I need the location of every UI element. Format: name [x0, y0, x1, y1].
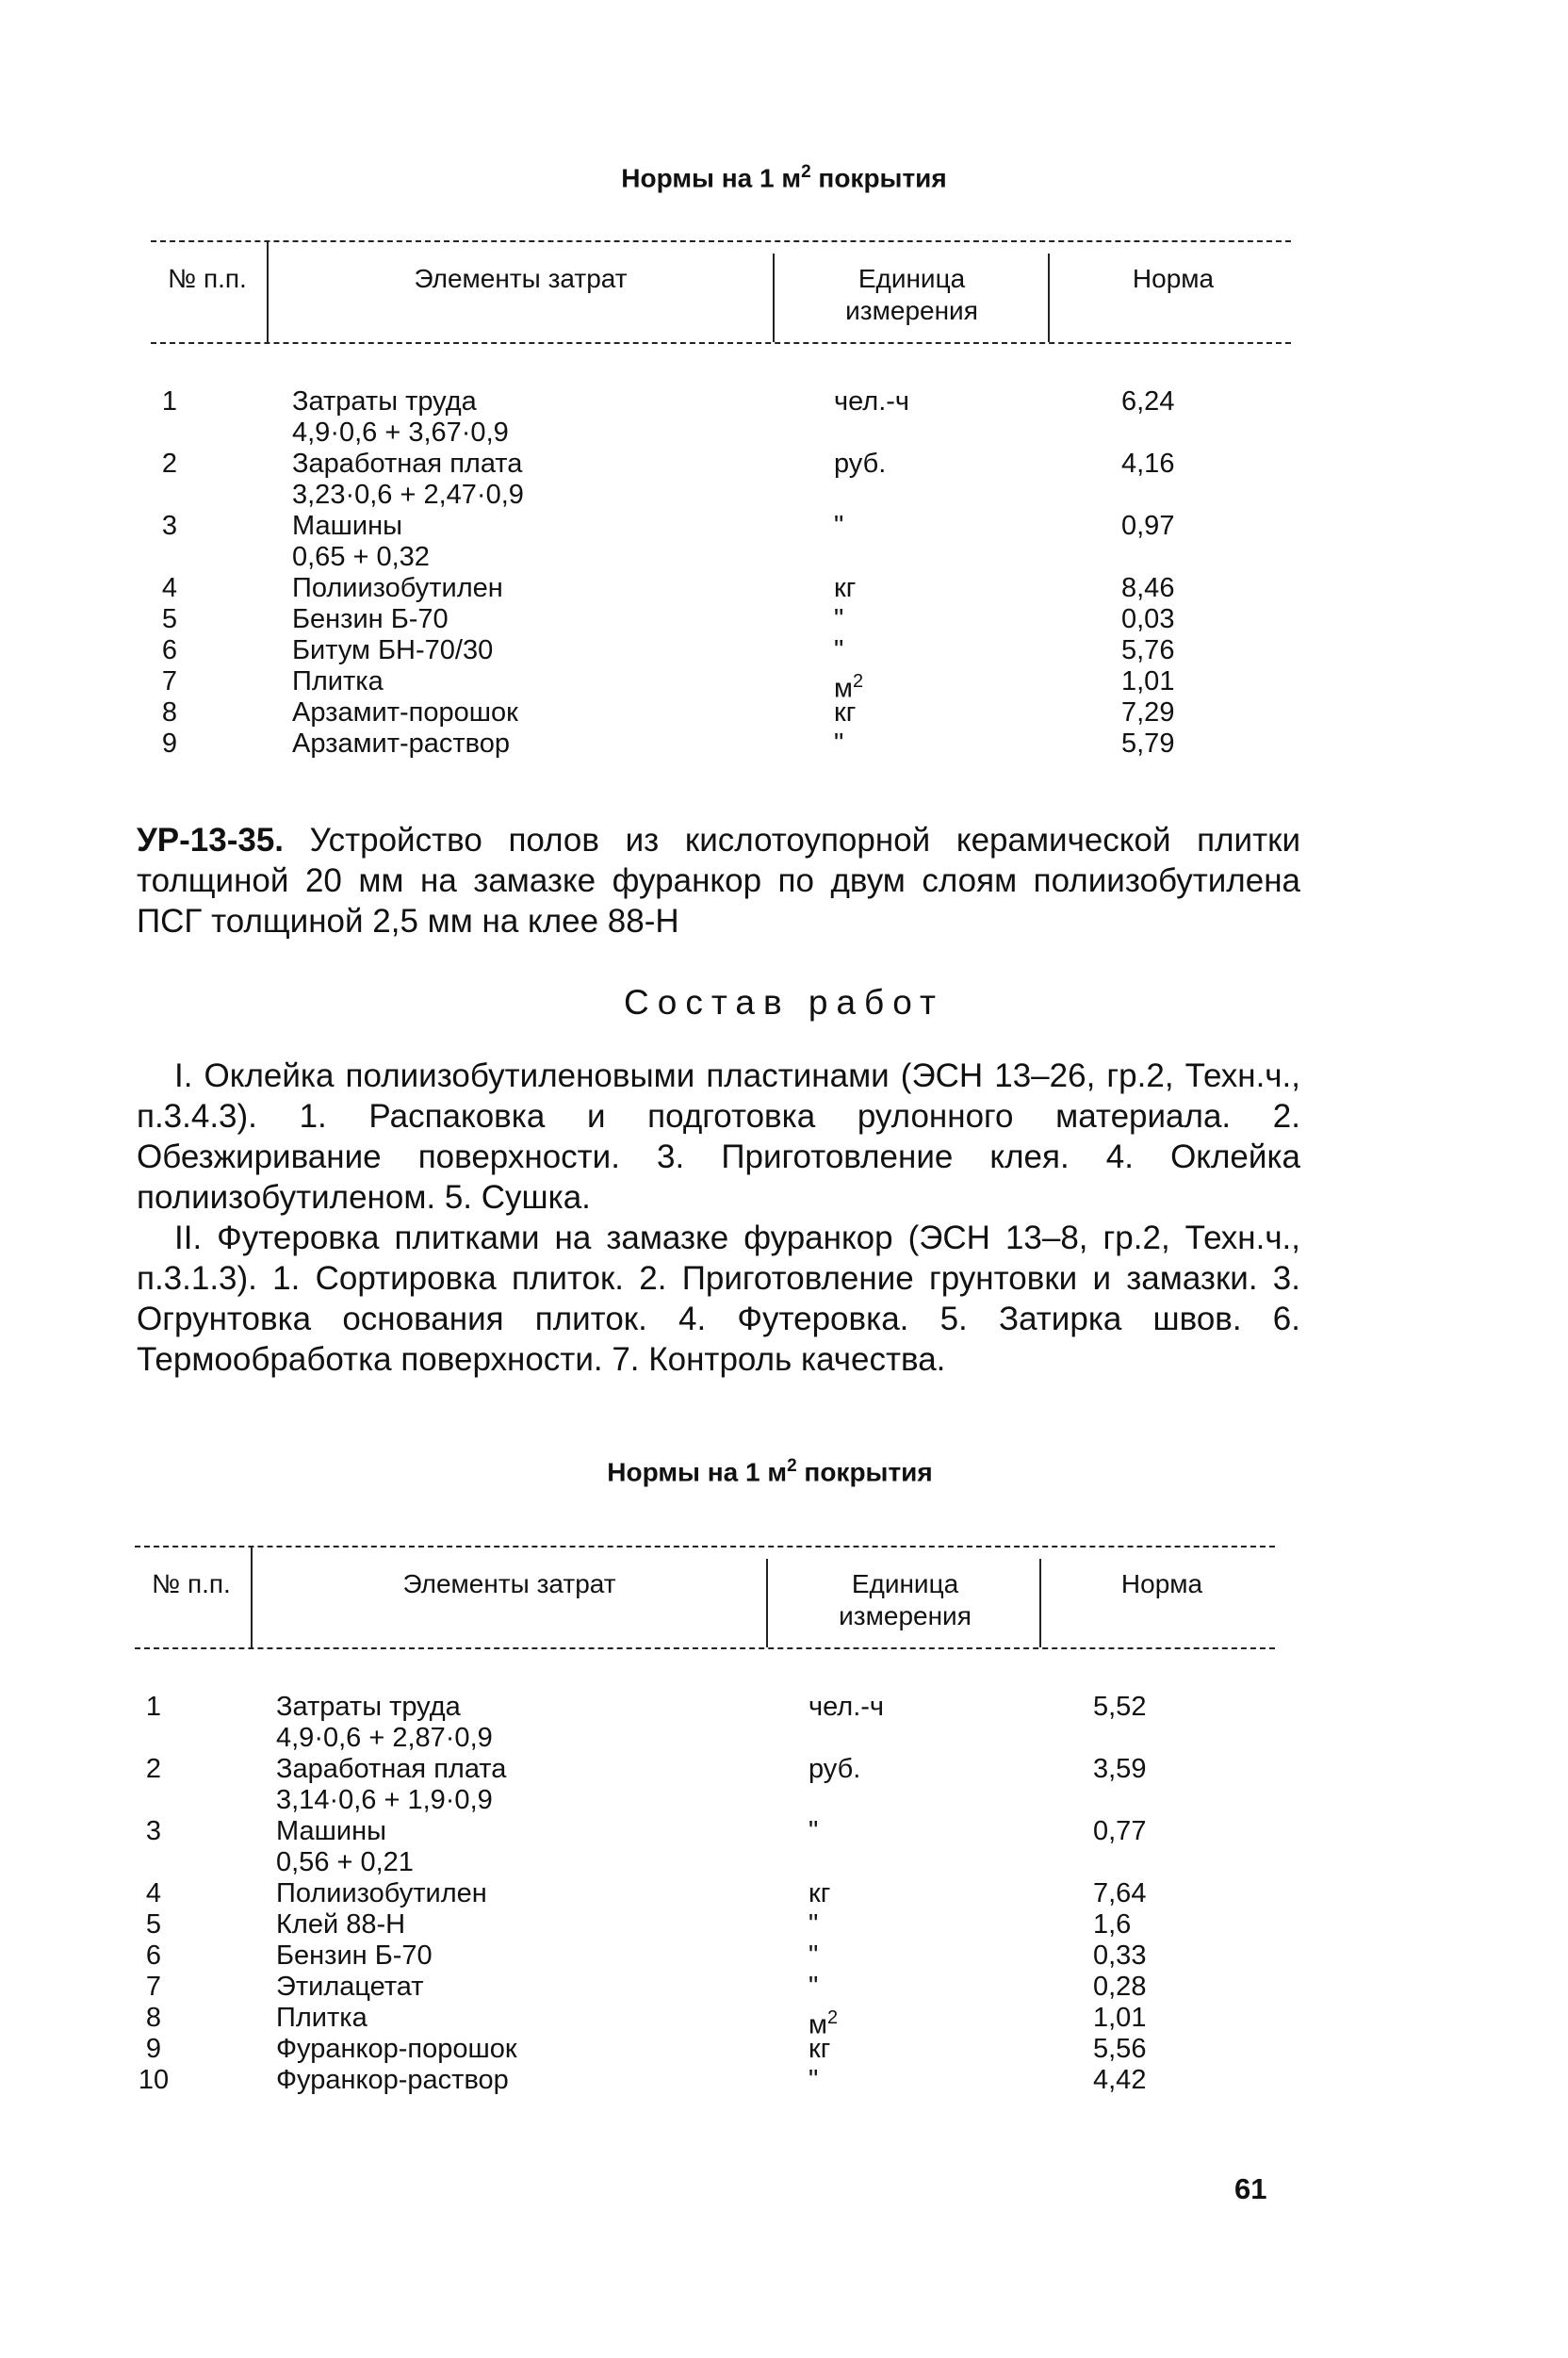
cost-element-name: Этилацетат: [276, 1972, 424, 2002]
cost-element-name: Затраты труда: [292, 386, 477, 417]
cost-element: [276, 1692, 493, 1754]
row-number: 2: [145, 1754, 162, 1784]
column-divider: [766, 1559, 768, 1647]
unit-of-measure: [808, 1692, 884, 1723]
unit-superscript: 2: [826, 2007, 839, 2028]
column-divider: [773, 254, 775, 342]
unit-text: кг: [808, 2034, 831, 2064]
unit-text: ": [808, 1909, 819, 1940]
unit-of-measure: [808, 2065, 818, 2096]
cost-element-name: Полиизобутилен: [276, 1878, 487, 1908]
unit-of-measure: [834, 511, 843, 542]
unit-text: м: [834, 673, 853, 704]
unit-of-measure: [834, 635, 843, 666]
cost-element-name: Клей 88-Н: [276, 1909, 406, 1940]
cost-element-name: Битум БН-70/30: [292, 635, 494, 665]
unit-of-measure: [834, 697, 856, 729]
cost-formula: 0,56 + 0,21: [276, 1847, 414, 1877]
column-divider: [1039, 1559, 1041, 1647]
cost-element-name: Полиизобутилен: [292, 573, 503, 603]
table-1-title: Нормы на 1 $м^2$ покрытия: [621, 162, 947, 193]
norm-value: 1,01: [1093, 2003, 1147, 2033]
page-number: 61: [1234, 2172, 1267, 2205]
cost-element: [292, 666, 384, 697]
norm-value: 3,59: [1093, 1754, 1147, 1784]
cost-element-name: Заработная плата: [276, 1754, 507, 1784]
cost-element: [276, 1972, 424, 2003]
norm-value: 8,46: [1121, 573, 1175, 603]
row-number: 8: [145, 2003, 162, 2033]
norm-value: 4,16: [1121, 449, 1175, 479]
unit-of-measure: [834, 449, 886, 480]
unit-text: руб.: [834, 449, 887, 479]
row-number: 6: [161, 635, 178, 665]
unit-text: ": [808, 1940, 819, 1971]
work-item-2: II. Футеровка плитками на замазке фуранкор (ЭСН 13–8, гр.2, Техн.ч., п.3.1.3). 1. Сортировка плиток. 2. Приготовление грунтовки и замазки. 3. Огрунтовка основания плиток. 4. Футеровка. 5. Затирка швов. 6. Термообработка поверхности. 7. Контроль качества.: [137, 1220, 1300, 1378]
cost-element-name: Фуранкор-раствор: [276, 2065, 509, 2095]
unit-of-measure: [834, 573, 856, 604]
cost-element: [276, 2003, 368, 2034]
cost-element: [276, 1940, 433, 1972]
row-number: 1: [145, 1692, 162, 1722]
section-heading: [137, 820, 1300, 942]
row-number: 6: [145, 1940, 162, 1971]
norm-code: УР-13-35.: [137, 822, 285, 859]
cost-element-name: Арзамит-порошок: [292, 697, 518, 728]
cost-element: [276, 1754, 506, 1816]
norm-value: 5,79: [1121, 729, 1175, 759]
unit-text: ": [808, 1972, 819, 2002]
table-2-title: Нормы на 1 $м^2$ покрытия: [607, 1456, 933, 1487]
row-number: 9: [145, 2034, 162, 2064]
header-unit: Единица измерения: [839, 1569, 972, 1630]
cost-element-name: Затраты труда: [276, 1692, 461, 1722]
cost-element: [276, 2065, 509, 2096]
row-number: 7: [145, 1972, 162, 2002]
unit-text: кг: [808, 1878, 831, 1908]
header-num: № п.п.: [168, 264, 247, 293]
unit-text: ": [808, 2065, 819, 2095]
norm-value: 5,52: [1093, 1692, 1147, 1722]
work-composition-title: Состав работ: [624, 983, 944, 1022]
norm-value: 0,77: [1093, 1816, 1147, 1846]
cost-element: [276, 1909, 405, 1940]
unit-of-measure: [834, 729, 843, 760]
cost-element: [292, 573, 503, 604]
norm-value: 4,42: [1093, 2065, 1147, 2095]
table-header-bottom-rule: [135, 1647, 1275, 1649]
unit-text: ": [834, 511, 844, 541]
cost-formula: 4,9·0,6 + 3,67·0,9: [292, 418, 509, 448]
unit-of-measure: [808, 2034, 830, 2065]
norm-value: 6,24: [1121, 386, 1175, 417]
cost-element: [292, 697, 518, 729]
unit-of-measure: [808, 1909, 818, 1940]
unit-of-measure: [834, 604, 843, 635]
cost-element-name: Заработная плата: [292, 449, 523, 479]
row-number: 4: [161, 573, 178, 603]
cost-element: [292, 729, 510, 760]
unit-text: чел.-ч: [834, 386, 910, 417]
header-elements: Элементы затрат: [414, 264, 628, 293]
cost-element: [292, 604, 449, 635]
unit-text: ": [808, 1816, 819, 1846]
cost-element-name: Машины: [292, 511, 402, 541]
cost-element-name: Бензин Б-70: [292, 604, 449, 634]
norm-value: 0,97: [1121, 511, 1175, 541]
table-header-top-rule: [151, 240, 1291, 242]
cost-element-name: Фуранкор-порошок: [276, 2034, 517, 2064]
column-divider: [1048, 254, 1050, 342]
norms-table-1: [151, 240, 1291, 787]
header-unit: Единица измерения: [845, 264, 978, 325]
cost-element-name: Машины: [276, 1816, 386, 1846]
cost-element: [292, 386, 509, 449]
cost-element-name: Плитка: [276, 2003, 368, 2033]
norm-value: 7,64: [1093, 1878, 1147, 1908]
unit-of-measure: [808, 1816, 818, 1847]
column-divider: [267, 242, 269, 342]
row-number: 3: [145, 1816, 162, 1846]
work-item-1: I. Оклейка полиизобутиленовыми пластинами (ЭСН 13–26, гр.2, Техн.ч., п.3.4.3). 1. Распаковка и подготовка рулонного материала. 2. Обезжиривание поверхности. 3. Приготовление клея. 4. Оклейка полиизобутиленом. 5. Сушка.: [137, 1057, 1300, 1216]
cost-element: [276, 1878, 487, 1909]
cost-formula: 0,65 + 0,32: [292, 542, 430, 572]
unit-of-measure: [808, 1972, 818, 2003]
cost-formula: 3,23·0,6 + 2,47·0,9: [292, 480, 524, 510]
unit-text: кг: [834, 697, 857, 728]
cost-element: [292, 635, 493, 666]
row-number: 3: [161, 511, 178, 541]
unit-text: руб.: [808, 1754, 861, 1784]
cost-element: [276, 2034, 517, 2065]
cost-element: [276, 1816, 414, 1878]
unit-of-measure: [808, 1940, 818, 1972]
header-norm: Норма: [1120, 1569, 1203, 1598]
norm-value: 1,01: [1121, 666, 1175, 696]
row-number: 4: [145, 1878, 162, 1908]
row-number: 7: [161, 666, 178, 696]
norm-value: 5,76: [1121, 635, 1175, 665]
row-number: 2: [161, 449, 178, 479]
unit-of-measure: [808, 1878, 830, 1909]
row-number: 10: [138, 2065, 170, 2095]
norm-value: 5,56: [1093, 2034, 1147, 2064]
unit-superscript: 2: [852, 671, 864, 692]
norm-value: 0,03: [1121, 604, 1175, 634]
unit-text: ": [834, 604, 844, 634]
header-elements: Элементы затрат: [402, 1569, 616, 1598]
unit-text: чел.-ч: [808, 1692, 885, 1722]
cost-formula: 4,9·0,6 + 2,87·0,9: [276, 1723, 493, 1753]
heading-text: Устройство полов из кислотоупорной керамической плитки толщиной 20 мм на замазке фуранкор по двум слоям полиизобутилена ПСГ толщиной 2,5 мм на клее 88-Н: [137, 822, 1300, 940]
row-number: 8: [161, 697, 178, 728]
norm-value: 7,29: [1121, 697, 1175, 728]
unit-text: ": [834, 729, 844, 759]
column-divider: [251, 1547, 253, 1647]
row-number: 1: [161, 386, 178, 417]
norm-value: 1,6: [1093, 1909, 1132, 1940]
norm-value: 0,28: [1093, 1972, 1147, 2002]
unit-text: кг: [834, 573, 857, 603]
norm-value: 0,33: [1093, 1940, 1147, 1971]
unit-of-measure: [834, 386, 909, 418]
unit-text: м: [808, 2009, 827, 2040]
cost-formula: 3,14·0,6 + 1,9·0,9: [276, 1785, 493, 1815]
cost-element: [292, 511, 430, 573]
unit-text: ": [834, 635, 844, 665]
header-num: № п.п.: [152, 1569, 231, 1598]
table-header-top-rule: [135, 1546, 1275, 1547]
row-number: 9: [161, 729, 178, 759]
cost-element: [292, 449, 524, 511]
norms-table-2: [135, 1546, 1275, 2130]
cost-element-name: Арзамит-раствор: [292, 729, 511, 759]
table-header-bottom-rule: [151, 342, 1291, 344]
row-number: 5: [161, 604, 178, 634]
header-norm: Норма: [1132, 264, 1215, 293]
unit-of-measure: [808, 1754, 860, 1785]
cost-element-name: Бензин Б-70: [276, 1940, 433, 1971]
row-number: 5: [145, 1909, 162, 1940]
cost-element-name: Плитка: [292, 666, 384, 696]
